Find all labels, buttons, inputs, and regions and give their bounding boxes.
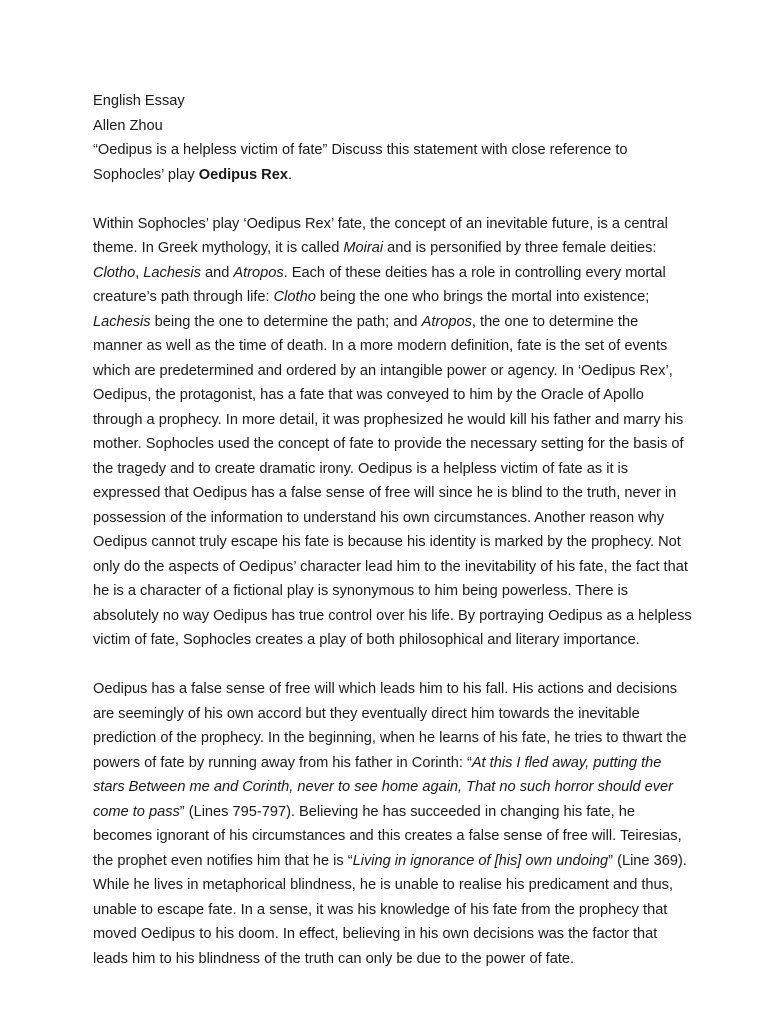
italic-term: Moirai: [343, 240, 384, 256]
italic-term: Lachesis: [93, 313, 151, 330]
text-span: powers of fate by running away from his father in Corinth: “: [93, 754, 472, 771]
quotation: come to pass: [93, 803, 180, 820]
text-line: [93, 285, 693, 310]
text-span: . Each of these deities has a role in controlling every mortal: [283, 264, 666, 281]
prompt-text: .: [287, 166, 293, 183]
text-line: prediction of the prophecy. In the beginning, when he learns of his fate, he tries to thwart the: [93, 730, 687, 746]
text-line: Within Sophocles’ play ‘Oedipus Rex’ fate, the concept of an inevitable future, is a central: [93, 215, 668, 232]
text-line: absolutely no way Oedipus has true control over his life. By portraying Oedipus as a helpless: [93, 607, 692, 624]
text-span: being the one who brings the mortal into existence;: [315, 289, 650, 305]
paragraph-spacer: [93, 653, 693, 678]
text-line: moved Oedipus to his doom. In effect, believing in his own decisions was the factor that: [93, 926, 658, 942]
text-span: ” (Lines 795-797). Believing he has succeeded in changing his fate, he: [179, 803, 635, 820]
text-line: [93, 751, 693, 776]
text-line: manner as well as the time of death. In a more modern definition, fate is the set of events: [93, 338, 668, 354]
text-line: [93, 310, 693, 335]
course-title: English Essay: [93, 93, 185, 109]
italic-term: Clotho: [93, 264, 136, 281]
text-line: possession of the information to understand his own circumstances. Another reason why: [93, 509, 665, 526]
text-line: [93, 775, 693, 800]
text-span: theme. In Greek mythology, it is called: [93, 240, 344, 256]
text-line: which are predetermined and ordered by an intangible power or agency. In ‘Oedipus Rex’,: [93, 362, 673, 379]
play-title: Oedipus Rex: [198, 166, 288, 183]
text-line: becomes ignorant of his circumstances and this creates a false sense of free will. Teiresias,: [93, 828, 682, 844]
text-line: [93, 236, 693, 261]
text-line: While he lives in metaphorical blindness, he is unable to realise his predicament and thus,: [93, 877, 674, 893]
text-span: ,: [135, 264, 144, 281]
text-line: are seemingly of his own accord but they eventually direct him towards the inevitable: [93, 705, 640, 722]
text-line: Oedipus, the protagonist, has a fate that was conveyed to him by the Oracle of Apollo: [93, 387, 644, 403]
text-span: being the one to determine the path; and: [150, 313, 422, 330]
text-span: ” (Line 369).: [608, 852, 687, 869]
quotation: stars Between me and Corinth, never to see home again, That no such horror should ever: [93, 779, 674, 795]
text-line: mother. Sophocles used the concept of fate to provide the necessary setting for the basis of: [93, 436, 684, 452]
prompt-line: “Oedipus is a helpless victim of fate” Discuss this statement with close reference to: [93, 142, 628, 158]
italic-term: Atropos: [233, 264, 284, 281]
text-line: [93, 849, 693, 874]
prompt-line: [93, 163, 693, 188]
text-line: expressed that Oedipus has a false sense of free will since he is blind to the truth, never in: [93, 485, 677, 501]
text-line: leads him to his blindness of the truth can only be due to the power of fate.: [93, 950, 575, 967]
text-line: Oedipus cannot truly escape his fate is because his identity is marked by the prophecy. Not: [93, 534, 681, 550]
italic-term: Clotho: [273, 289, 316, 305]
essay-prompt: [93, 138, 693, 187]
quotation: Living in ignorance of [his] own undoing: [352, 852, 609, 869]
document-page: [93, 89, 693, 971]
text-span: the prophet even notifies him that he is “: [93, 852, 353, 869]
text-span: creature’s path through life:: [93, 289, 274, 305]
prompt-text: Sophocles’ play: [93, 166, 199, 183]
quotation: At this I fled away, putting the: [471, 754, 662, 771]
text-line: unable to escape fate. In a sense, it was his knowledge of his fate from the prophecy that: [93, 901, 668, 918]
text-line: Oedipus has a false sense of free will which leads him to his fall. His actions and decisions: [93, 681, 678, 697]
paragraph-spacer: [93, 187, 693, 212]
text-span: and: [200, 264, 234, 281]
paragraph-1: [93, 212, 693, 653]
text-span: , the one to determine the: [471, 313, 639, 330]
text-line: victim of fate, Sophocles creates a play of both philosophical and literary importance.: [93, 632, 640, 648]
author-name: Allen Zhou: [93, 117, 163, 134]
text-line: only do the aspects of Oedipus’ character lead him to the inevitability of his fate, the fact that: [93, 558, 688, 575]
italic-term: Lachesis: [143, 264, 201, 281]
text-span: and is personified by three female deities:: [383, 240, 657, 256]
text-line: through a prophecy. In more detail, it was prophesized he would kill his father and marry his: [93, 411, 684, 428]
text-line: he is a character of a fictional play is synonymous to him being powerless. There is: [93, 583, 629, 599]
text-line: [93, 261, 693, 286]
paragraph-2: [93, 677, 693, 971]
italic-term: Atropos: [421, 313, 472, 330]
text-line: [93, 800, 693, 825]
text-line: the tragedy and to create dramatic irony. Oedipus is a helpless victim of fate as it is: [93, 460, 629, 477]
